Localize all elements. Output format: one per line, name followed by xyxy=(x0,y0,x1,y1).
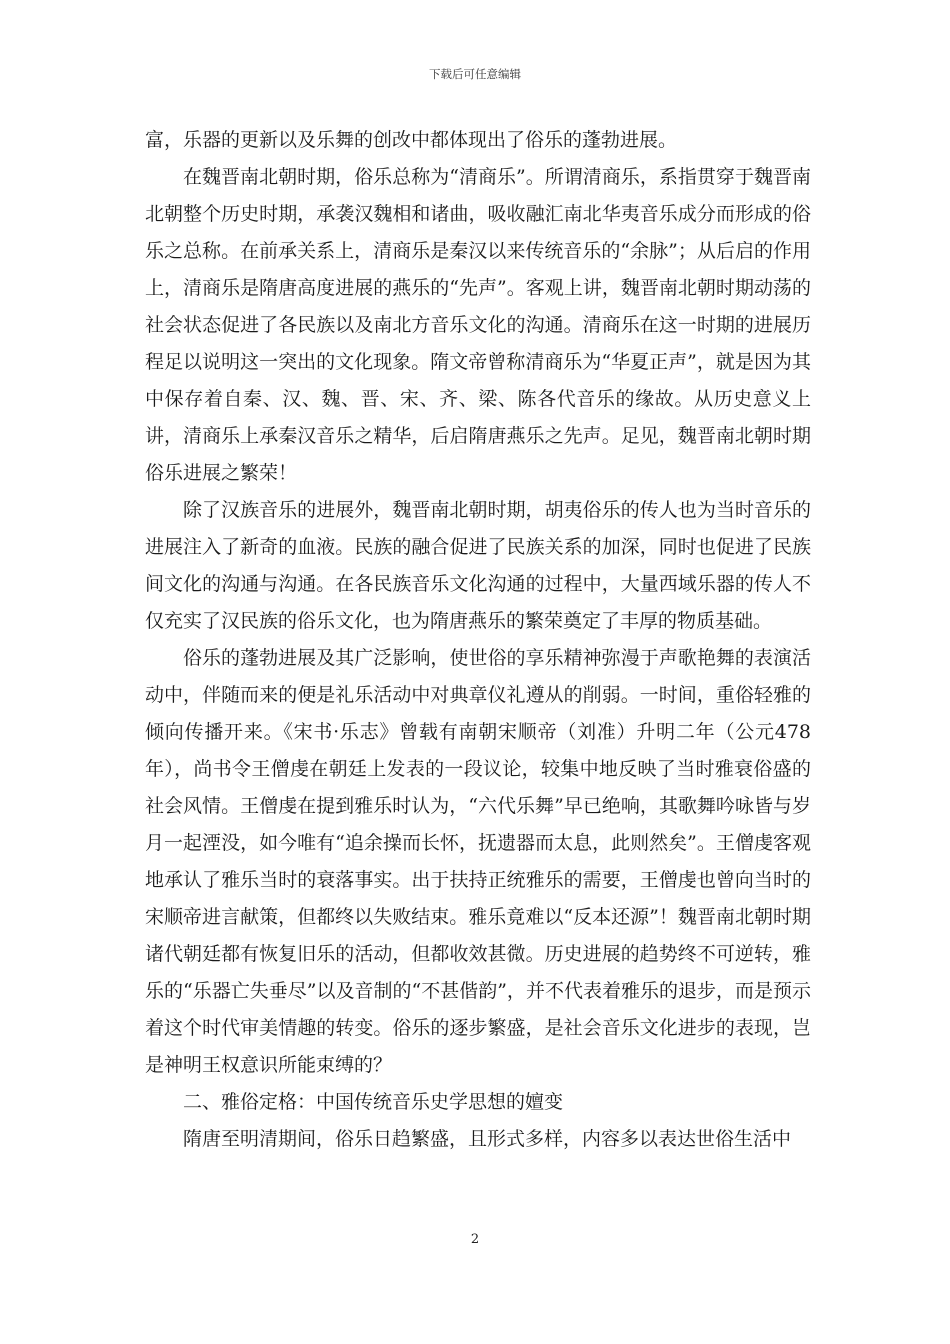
paragraph-qingshang: 在魏晋南北朝时期，俗乐总称为“清商乐”。所谓清商乐，系指贯穿于魏晋南北朝整个历史时期，承袭汉魏相和诸曲，吸收融汇南北华夷音乐成分而形成的俗乐之总称。在前承关系上，清商乐是秦汉以来传统音乐的“余脉”；从后启的作用上，清商乐是隋唐高度进展的燕乐的“先声”。客观上讲，魏晋南北朝时期动荡的社会状态促进了各民族以及南北方音乐文化的沟通。清商乐在这一时期的进展历程足以说明这一突出的文化现象。隋文帝曾称清商乐为“华夏正声”，就是因为其中保存着自秦、汉、魏、晋、宋、齐、梁、陈各代音乐的缘故。从历史意义上讲，清商乐上承秦汉音乐之精华，后启隋唐燕乐之先声。足见，魏晋南北朝时期俗乐进展之繁荣！ xyxy=(145,166,811,484)
paragraph-continuation: 富，乐器的更新以及乐舞的创改中都体现出了俗乐的蓬勃进展。 xyxy=(145,129,678,151)
page-number: 2 xyxy=(470,1232,480,1247)
document-body xyxy=(145,122,811,1158)
paragraph-wang-sengqian: 俗乐的蓬勃进展及其广泛影响，使世俗的享乐精神弥漫于声歌艳舞的表演活动中，伴随而来的便是礼乐活动中对典章仪礼遵从的削弱。一时间，重俗轻雅的倾向传播开来。《宋书·乐志》曾载有南朝宋顺帝（刘准）升明二年（公元478年），尚书令王僧虔在朝廷上发表的一段议论，较集中地反映了当时雅衰俗盛的社会风情。王僧虔在提到雅乐时认为，“六代乐舞”早已绝响，其歌舞吟咏皆与岁月一起湮没，如今唯有“追余操而长怀，抚遗器而太息，此则然矣”。王僧虔客观地承认了雅乐当时的衰落事实。出于扶持正统雅乐的需要，王僧虔也曾向当时的宋顺帝进言献策，但都终以失败结束。雅乐竟难以“反本还源”！魏晋南北朝时期诸代朝廷都有恢复旧乐的活动，但都收效甚微。历史进展的趋势终不可逆转，雅乐的“乐器亡失垂尽”以及音制的“不甚偕韵”，并不代表着雅乐的退步，而是预示着这个时代审美情趣的转变。俗乐的逐步繁盛，是社会音乐文化进步的表现，岂是神明王权意识所能束缚的？ xyxy=(145,647,811,1076)
page-header: 下载后可任意编辑 xyxy=(429,67,521,81)
paragraph-sui-tang: 隋唐至明清期间，俗乐日趋繁盛，且形式多样，内容多以表达世俗生活中 xyxy=(183,1128,792,1150)
section-heading: 二、雅俗定格：中国传统音乐史学思想的嬗变 xyxy=(183,1091,564,1113)
paragraph-huyi: 除了汉族音乐的进展外，魏晋南北朝时期，胡夷俗乐的传人也为当时音乐的进展注入了新奇的血液。民族的融合促进了民族关系的加深，同时也促进了民族间文化的沟通与沟通。在各民族音乐文化沟通的过程中，大量西域乐器的传人不仅充实了汉民族的俗乐文化，也为隋唐燕乐的繁荣奠定了丰厚的物质基础。 xyxy=(145,499,811,632)
